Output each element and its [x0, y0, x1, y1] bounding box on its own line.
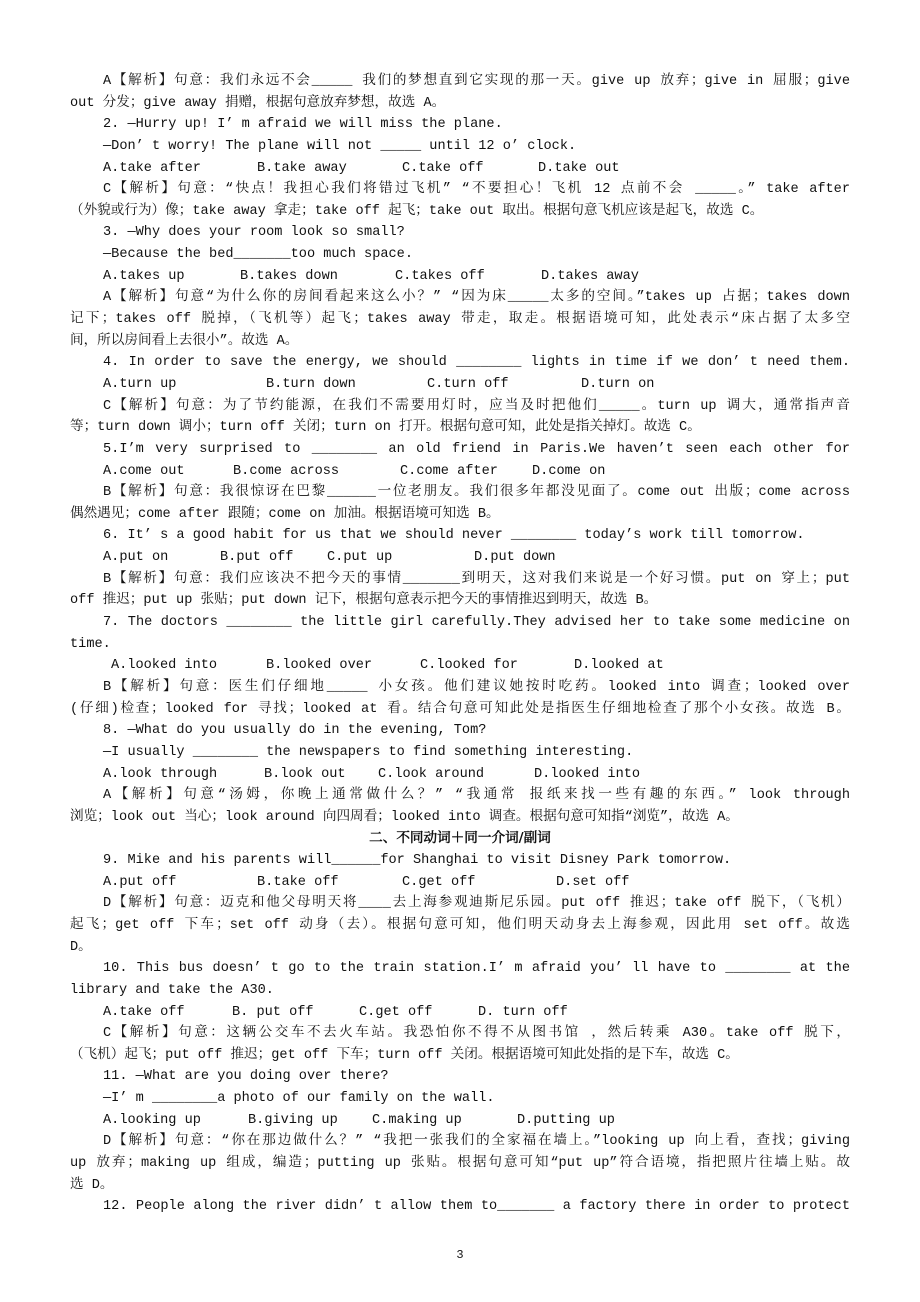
answer-option: B. put off	[232, 1004, 314, 1020]
text-line: 10. This bus doesn’ t go to the train station.I’ m afraid you’ ll have to ________ at the	[103, 961, 850, 977]
text-line: D。	[70, 939, 92, 955]
text-line: 等；turn down 调小；turn off 关闭；turn on 打开。根据句意可知，此处是指关掉灯。故选 C。	[70, 420, 701, 436]
explanation-line: C【解析】句意：为了节约能源，在我们不需要用灯时，应当及时把他们_____。turn up 调大，通常指声音	[103, 398, 850, 414]
text-line: 3. —Why does your room look so small?	[103, 225, 405, 241]
answer-options	[70, 655, 850, 677]
explanation-line: B【解析】句意：医生们仔细地_____ 小女孩。他们建议她按时吃药。looked into 调查；looked over	[103, 679, 850, 695]
answer-option: B.looked over	[266, 658, 373, 674]
answer-option: B.look out	[264, 766, 346, 782]
text-line: 5.I’m very surprised to ________ an old friend in Paris.We haven’t seen each other for	[103, 441, 850, 457]
answer-option: D.put down	[474, 550, 556, 566]
text-line: 选 D。	[70, 1177, 114, 1193]
answer-options	[70, 461, 850, 483]
answer-option: B.takes down	[240, 268, 338, 284]
answer-option: C.looked for	[420, 658, 518, 674]
answer-option: C.turn off	[427, 376, 509, 392]
answer-option: A.turn up	[103, 376, 177, 392]
answer-option: C.take off	[402, 160, 484, 176]
answer-options	[70, 764, 850, 786]
text-line: 6. It’ s a good habit for us that we should never ________ today’s work till tomorrow.	[103, 528, 805, 544]
answer-option: C.put up	[327, 550, 393, 566]
text-line: 2. —Hurry up! I’ m afraid we will miss the plane.	[103, 117, 503, 133]
answer-option: C.get off	[359, 1004, 433, 1020]
answer-options	[70, 266, 850, 288]
answer-option: B.take away	[257, 160, 347, 176]
answer-option: B.turn down	[266, 376, 356, 392]
text-line: time.	[70, 636, 111, 652]
answer-option: B.take off	[257, 874, 339, 890]
text-line: 浏览；look out 当心；look around 向四周看；looked into 调查。根据句意可知指“浏览”，故选 A。	[70, 809, 739, 825]
answer-option: C.look around	[378, 766, 485, 782]
text-line: 记下；takes off 脱掉，（飞机等）起飞；takes away 带走，取走。根据语境可知，此处表示“床占据了太多空	[70, 312, 850, 328]
text-line: —Don’ t worry! The plane will not _____ until 12 o’ clock.	[103, 138, 577, 154]
answer-option: A.take off	[103, 1004, 185, 1020]
text-line: 4. In order to save the energy, we should ________ lights in time if we don’ t need them.	[103, 355, 850, 371]
explanation-line: A【解析】句意：我们永远不会_____ 我们的梦想直到它实现的那一天。give up 放弃；give in 屈服；give	[103, 74, 850, 89]
answer-option: A.looking up	[103, 1112, 201, 1128]
text-line: —I’ m ________a photo of our family on the wall.	[103, 1091, 495, 1107]
text-line: 12. People along the river didn’ t allow them to_______ a factory there in order to protect	[103, 1199, 850, 1215]
document-page	[70, 71, 850, 1218]
text-line: 9. Mike and his parents will______for Shanghai to visit Disney Park tomorrow.	[103, 853, 732, 869]
explanation-line: D【解析】句意：“你在那边做什么？” “我把一张我们的全家福在墙上。”looking up 向上看，查找；giving	[103, 1134, 850, 1150]
text-line: 偶然遇见；come after 跟随；come on 加油。根据语境可知选 B。	[70, 506, 500, 522]
answer-option: D.take out	[538, 160, 620, 176]
text-line: （外貌或行为）像；take away 拿走；take off 起飞；take out 取出。根据句意飞机应该是起飞，故选 C。	[70, 203, 764, 219]
answer-option: D.come on	[532, 463, 606, 479]
text-line: off 推迟；put up 张贴；put down 记下，根据句意表示把今天的事情推迟到明天，故选 B。	[70, 593, 658, 609]
text-line: 7. The doctors ________ the little girl carefully.They advised her to take some medicine on	[103, 615, 850, 631]
explanation-line: A【解析】句意“为什么你的房间看起来这么小？” “因为床_____太多的空间。”takes up 占据；takes down	[103, 290, 850, 306]
text-line: （飞机）起飞；put off 推迟；get off 下车；turn off 关闭。根据语境可知此处指的是下车，故选 C。	[70, 1047, 739, 1063]
explanation-line: C【解析】句意：这辆公交车不去火车站。我恐怕你不得不从图书馆 ，然后转乘 A30。take off 脱下，	[103, 1026, 850, 1042]
answer-option: A.looked into	[111, 658, 218, 674]
text-line: —Because the bed_______too much space.	[103, 247, 413, 263]
answer-option: D.set off	[556, 874, 630, 890]
answer-option: B.giving up	[248, 1112, 338, 1128]
answer-option: C.get off	[402, 874, 476, 890]
answer-option: A.come out	[103, 463, 185, 479]
explanation-line: A【解析】句意“汤姆，你晚上通常做什么？” “我通常 报纸来找一些有趣的东西。” look through	[103, 788, 850, 804]
text-line: 间，所以房间看上去很小”。故选 A。	[70, 333, 299, 349]
explanation-line: B【解析】句意：我们应该决不把今天的事情_______到明天，这对我们来说是一个好习惯。put on 穿上；put	[103, 571, 850, 587]
answer-option: D.turn on	[581, 376, 655, 392]
answer-option: C.takes off	[395, 268, 485, 284]
answer-option: B.put off	[220, 550, 294, 566]
text-line: —I usually ________ the newspapers to find something interesting.	[103, 744, 634, 760]
answer-option: A.put off	[103, 874, 177, 890]
text-line: out 分发；give away 捐赠，根据句意放弃梦想，故选 A。	[70, 95, 446, 111]
explanation-line: B【解析】句意：我很惊讶在巴黎______一位老朋友。我们很多年都没见面了。come out 出版；come across	[103, 485, 850, 501]
answer-option: A.takes up	[103, 268, 185, 284]
answer-option: D.putting up	[517, 1112, 615, 1128]
answer-option: C.come after	[400, 463, 498, 479]
answer-options	[70, 872, 850, 894]
answer-option: A.look through	[103, 766, 218, 782]
text-line: 8. —What do you usually do in the evening, Tom?	[103, 723, 487, 739]
text-line: library and take the A30.	[70, 982, 274, 998]
page-number: 3	[456, 1248, 464, 1262]
answer-option: D. turn off	[478, 1004, 568, 1020]
text-line: up 放弃；making up 组成，编造；putting up 张贴。根据句意可知“put up”符合语境，指把照片往墙上贴。故	[70, 1156, 850, 1172]
explanation-line: D【解析】句意：迈克和他父母明天将____去上海参观迪斯尼乐园。put off 推迟；take off 脱下，（飞机）	[103, 896, 850, 912]
answer-options	[70, 1110, 850, 1132]
answer-option: A.put on	[103, 550, 169, 566]
text-line: 11. —What are you doing over there?	[103, 1069, 389, 1085]
text-line: 起飞；get off 下车；set off 动身（去）。根据句意可知，他们明天动身去上海参观，因此用 set off。故选	[70, 917, 850, 933]
answer-option: A.take after	[103, 160, 201, 176]
answer-options	[70, 1002, 850, 1024]
explanation-line: C【解析】句意：“快点！我担心我们将错过飞机” “不要担心！飞机 12 点前不会 _____。” take after	[103, 182, 850, 198]
answer-option: D.takes away	[541, 268, 639, 284]
section-heading: 二、不同动词＋同一介词/副词	[369, 830, 551, 847]
answer-option: C.making up	[372, 1112, 462, 1128]
answer-options	[70, 374, 850, 396]
text-line: (仔细)检查；looked for 寻找；looked at 看。结合句意可知此处是指医生仔细地检查了那个小女孩。故选 B。	[70, 701, 850, 717]
answer-options	[70, 547, 850, 569]
answer-options	[70, 158, 850, 180]
answer-option: D.looked into	[534, 766, 641, 782]
answer-option: D.looked at	[574, 658, 664, 674]
answer-option: B.come across	[233, 463, 340, 479]
